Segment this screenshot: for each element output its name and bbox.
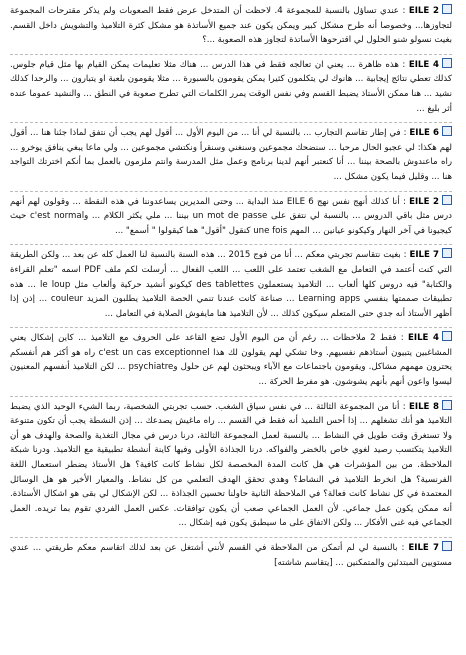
speaker-tag: EILE 4 (408, 59, 440, 70)
speaker-tag: EILE 4 (408, 333, 439, 344)
transcript-entry (10, 4, 452, 48)
divider (10, 191, 452, 192)
transcript-entry (10, 541, 452, 570)
entry-text: : في إطار تقاسم التجارب ... بالنسبة لي أنا ... من اليوم الأول ... أقول لهم يجب أن نتفق لماذا جئنا هنا ... أقول لهم هكذا: لي عجبو الحال مرحبا ... سنضحك مجموعين وسنغني وسنقرأ ونكتشي مجموعين ... ولي ماعا يبغي ينافق يوخرو ... راه ماعندوش بالصحة بيننا ... أنا كنعتبر أنهم لدينا برنامج وعمل مثل المدرسة وانتم ملزمون بالعمل بما أنكم اخترتك التواجد هنا ... وقليل فيما يكون مشكل ... (10, 128, 452, 182)
speaker-tag: EILE 8 (409, 401, 440, 412)
transcript-entry (10, 58, 452, 116)
speaker-tag: EILE 2 (409, 196, 440, 207)
transcript-entry (10, 331, 452, 389)
bullet-checkbox-icon (442, 195, 452, 205)
speaker-tag: EILE 2 (408, 6, 439, 16)
speaker-tag: EILE 7 (409, 250, 439, 261)
divider (10, 396, 452, 397)
transcript-entry (10, 195, 452, 239)
bullet-checkbox-icon (442, 58, 452, 68)
bullet-checkbox-icon (442, 248, 452, 258)
bullet-checkbox-icon (442, 400, 452, 410)
entry-text: : أنا كذلك أنهج نفس نهج EILE 6 منذ البداية ... وحتى المديرين يساعدوننا في هذه النقطة ... وقولون لهم أنهم درس مثل باقي الدروس ... بالنسبة لي نتفق على un mot de passe بيننا ... ملي يكثر الكلام ... وc'est normal حيث كيجيونا في آخر النهار وكيكونو عيانين ... المهم une fois كنقول "أقول" هما كيقولوا " أسمع" ... (10, 196, 452, 236)
bullet-checkbox-icon (442, 331, 452, 341)
divider (10, 122, 452, 123)
speaker-tag: EILE 6 (409, 128, 440, 139)
divider (10, 244, 452, 245)
bullet-checkbox-icon (442, 4, 452, 14)
entry-text: : بالنسبة لي لم أتمكن من الملاحظة في القسم لأنني أشتغل عن بعد لذلك اتقاسم معكم طريقتي ... عندي مستويين المبتدئين والمتمكنين ... [يتقاسم شاشته] (10, 543, 452, 568)
entry-text: : عندي تساؤل بالنسبة للمجموعة 4. لاحظت أن المتدخل عرض فقط الصعوبات ولم يذكر مقترحات المجموعة لتجاوزها... وخصوصا أنه طرح مشكل كبير ويمكن يكون عند جميع الأساتذة هو مشكل كثرة التلاميذ والتشويش داخل القسم. بغيت نسولو شنو الحلول لي اقترحوها الأساتذة لتجاوز هذه الصعوبة ...؟ (10, 6, 452, 46)
transcript-entry (10, 248, 452, 321)
entry-text: : بغيت نتقاسم تجربتي معكم ... أنا من فوج 2015 ... هذه السنة بالنسبة لنا العمل كله عن بعد ... ولكن الطريقة التي كنت أعتمد في التعامل مع الشغب تعتمد على اللعب ... اللعب الفعال ... أرسلت لكم ملف PDF اسمه "تعلم القراءة والكتابة" فيه دروس كلها ألعاب ... التلاميذ يستعملون des tablettes كيكونو أنشيد حركية وألعاب مثل le loup ... هذه تطبيقات صممتها بنفسي Learning apps ... صناعة كانت عندنا تنمي الحصة التلاميذ يطلبون المزيد couleur ... إذن إذا أظهر الأستاذ أنه جدي حتى المتعلم سيكون كذلك ... لأن التلاميذ هنا مايفوش الصلابة في التعامل ... (10, 250, 452, 319)
speaker-tag: EILE 7 (408, 543, 439, 553)
divider (10, 54, 452, 55)
transcript-entry (10, 126, 452, 184)
divider (10, 537, 452, 538)
entry-text: : هذه ظاهرة ... يعني ان تعالجه فقط في هذا الدرس ... هناك مثلا تعليمات يمكن القيام بها مثل قيام جلوس. كذلك تعطي نتائج إيجابية ... هانوك لي يتكلمون كثيرا يمكن يقومون بالسبورة ... مثلا يقومون بلعبة او يتبارون ... والرحدا كذلك نشيد ... هنا ممكن الأستاذ يضبط القسم وفي نفس الوقت يمرر الكلمات التي تطرح صعوبة في النطق ... والنشيد عموما عنده أثر بليغ ... (10, 59, 452, 114)
divider (10, 327, 452, 328)
entry-text: : أنا من المجموعة الثالثة ... في نفس سياق الشغب. حسب تجربتي الشخصية، ربما الشيء الوحيد الذي يضبط التلاميذ هو أنك تشغلهم ... إذا أحس التلميذ أنه فقط في القسم ... راه ماغيش يصدعك ... إذن النشطة يجب أن تكون متنوعة ولا تستغرق وقت طويل في النشاط ... بالنسبة لعمل المجموعة الثالثة، درنا درس في مجال التغذية والصحة والهدف هو أن التلاميذ يتكتسب رصيد لغوي خاص بالخضر والفواكه. درنا الجذاذة الأولى وفيها كاينة أنشطة تطبيقية مع التلاميذ. ودرنا شبكة الملاحظة. من بين المؤشرات هي هل كانت المدة المخصصة لكل نشاط كانت كافية؟ هل الأستاذ يضطر استعمال اللغة الفرنسية؟ هل انخرط التلاميذ في النشاط؟ وهدي تحقق الهدف التعلمي من كل نشاط. والمعيار الأخير هو هل الوسائل المعتمدة في كل نشاط كانت فعالة؟ في الملاحظة الثانية حاولنا تحسين الجذاذة ... لكن الإشكال لي بقى هو اشكال الأستاذة. أنه ممكن يكون عمل جماعي. لأن العمل الجماعي صعب أن يكون توافقات. عكس العمل الفردي تقوم بما تريده. العمل الجماعي فيه غنى الأفكار ... ولكن الاتفاق على ما سيطبق يكون فيه إشكال ... (10, 401, 452, 529)
entry-text: : فقط 2 ملاحظات ... رغم أن من اليوم الأول تضع القاعد على الحروف مع التلاميذ ... كاين إشكال يعني المشاغبين يتبيون أستاذهم نفسيهم. وخا تشكي لهم يقولون لك هذا c'est un cas exceptionnel راه هو أكثر هم أنفسكم يحترون مهمهم مشاكل. ويقومون باجتماعات مع الآباء ويبحثون لهم عن حلول وpsychiatre ... لكن التلاميذ أنفسهم المعنيون ليسوا واعون أنهم بأنهم يشوشون. هو مفرط الحركة ... (10, 333, 452, 388)
bullet-checkbox-icon (442, 126, 452, 136)
bullet-checkbox-icon (442, 541, 452, 551)
transcript-entry (10, 400, 452, 531)
